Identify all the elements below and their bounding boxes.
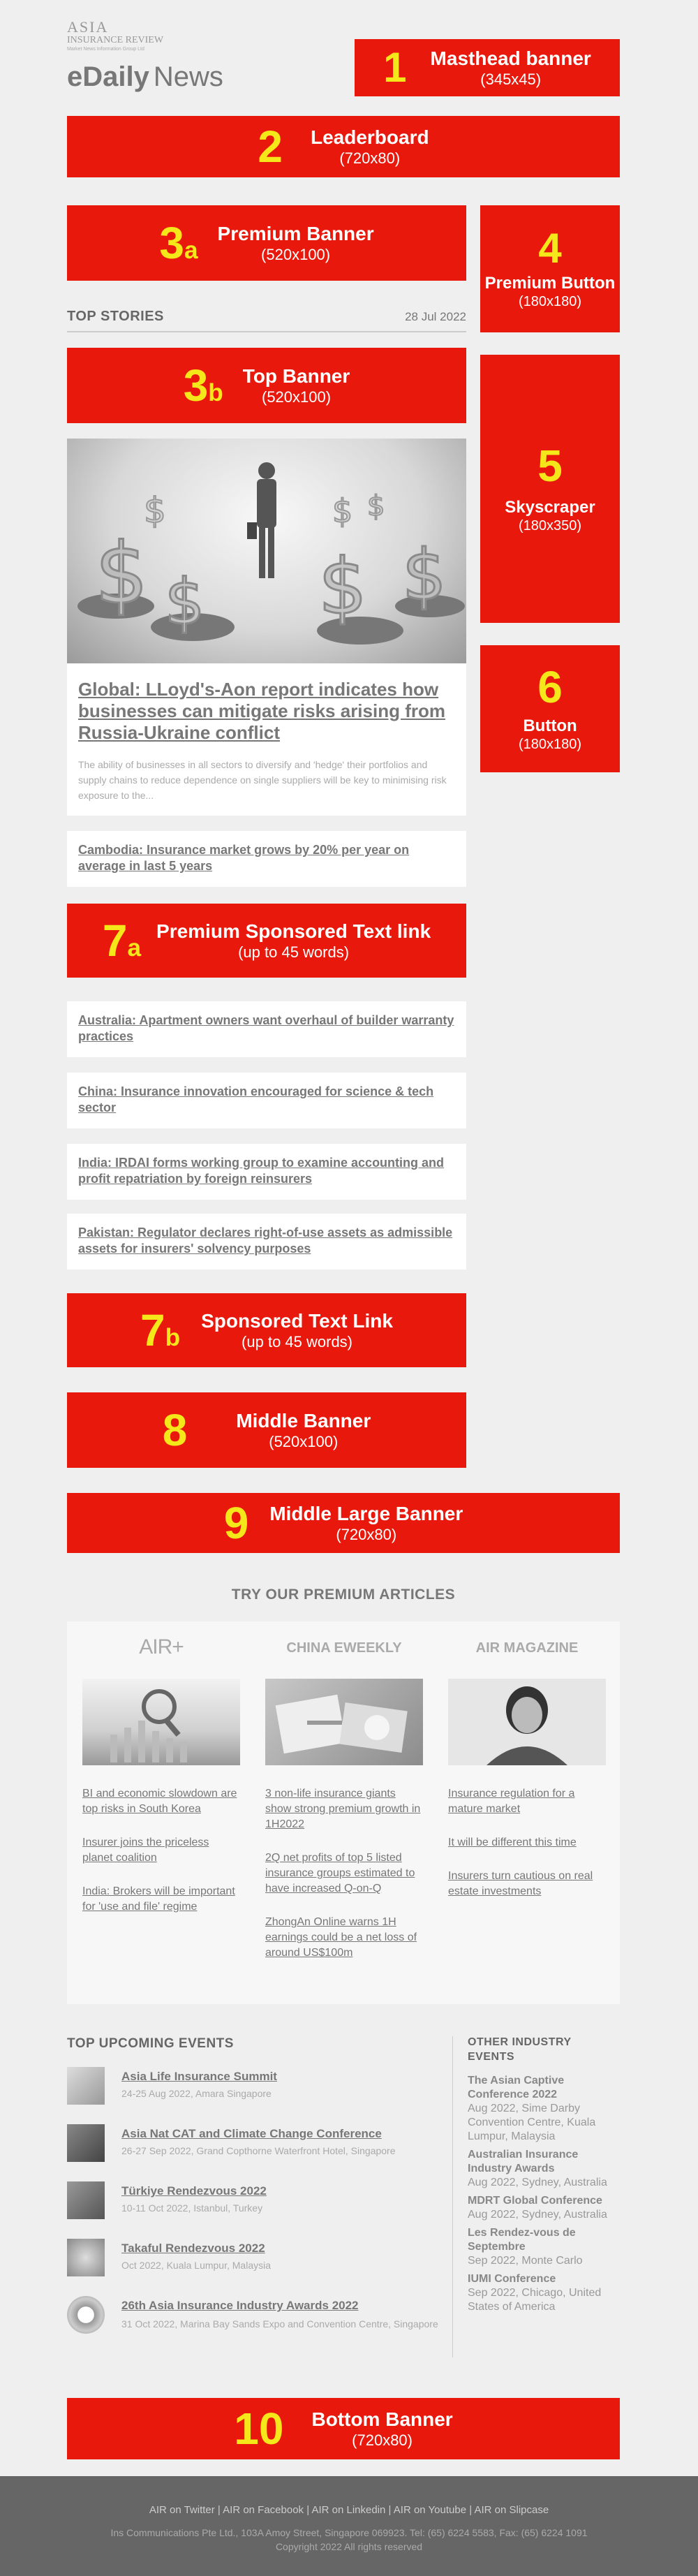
other-event-title[interactable]: Australian Insurance Industry Awards xyxy=(468,2149,579,2174)
twitter-link[interactable]: AIR on Twitter xyxy=(149,2504,215,2516)
leaderboard-ad[interactable] xyxy=(67,116,620,177)
event-title[interactable]: Asia Nat CAT and Climate Change Conference xyxy=(121,2127,382,2140)
ad-size: (up to 45 words) xyxy=(242,1332,353,1350)
middle-large-banner-ad[interactable] xyxy=(67,1493,620,1553)
ad-number-main: 7 xyxy=(102,915,128,966)
premium-article-link[interactable]: Insurance regulation for a mature market xyxy=(448,1788,575,1815)
masthead-banner-ad[interactable] xyxy=(355,39,620,96)
event-item xyxy=(67,2124,444,2181)
premium-articles-heading: TRY OUR PREMIUM ARTICLES xyxy=(231,1587,456,1603)
sponsored-text-ad[interactable] xyxy=(67,1293,466,1367)
event-title[interactable]: Takaful Rendezvous 2022 xyxy=(121,2242,265,2255)
hands-documents-illustration xyxy=(265,1679,423,1765)
ad-number-sub: a xyxy=(127,934,142,962)
ad-title: Premium Banner xyxy=(217,223,374,244)
ad-size: (180x180) xyxy=(518,294,582,310)
event-thumbnail-icon[interactable] xyxy=(67,2067,105,2105)
portrait-illustration xyxy=(448,1679,606,1765)
premium-button-ad[interactable] xyxy=(480,205,620,332)
ad-number: 4 xyxy=(538,224,562,272)
ad-number-sub: b xyxy=(165,1324,181,1351)
ad-size: (345x45) xyxy=(480,70,542,88)
svg-text:$: $ xyxy=(367,490,385,522)
story-card xyxy=(67,1001,466,1057)
logo-line1: ASIA xyxy=(67,18,109,36)
lead-story-image[interactable] xyxy=(67,439,466,663)
ad-title: Button xyxy=(523,716,577,735)
ad-number: 9 xyxy=(223,1498,249,1548)
premium-article-link[interactable]: India: Brokers will be important for 'use and file' regime xyxy=(82,1885,235,1913)
svg-text:$: $ xyxy=(165,566,205,639)
logo-line2: INSURANCE REVIEW xyxy=(67,35,164,45)
ad-number: 6 xyxy=(537,661,563,712)
brand-china-eweekly-logo[interactable]: CHINA EWEEKLY xyxy=(286,1640,402,1656)
ad-title: Bottom Banner xyxy=(311,2408,453,2430)
event-item xyxy=(67,2239,444,2296)
event-meta: Oct 2022, Kuala Lumpur, Malaysia xyxy=(121,2260,272,2271)
svg-text:$: $ xyxy=(318,542,367,631)
button-ad[interactable] xyxy=(480,645,620,772)
ad-title: Top Banner xyxy=(242,365,350,387)
ad-size: (720x80) xyxy=(339,149,401,167)
lead-story-title[interactable]: Global: LLoyd's-Aon report indicates how businesses can mitigate risks arising from Russia-Ukraine conflict xyxy=(78,679,445,743)
premium-article-link[interactable]: Insurers turn cautious on real estate investments xyxy=(448,1870,593,1897)
news-word: News xyxy=(153,61,223,92)
premium-article-link[interactable]: 2Q net profits of top 5 listed insurance groups estimated to have increased Q-on-Q xyxy=(265,1852,415,1894)
story-card xyxy=(67,1214,466,1269)
svg-text:$: $ xyxy=(144,490,166,531)
middle-banner-ad[interactable] xyxy=(67,1392,466,1468)
footer-copyright: Copyright 2022 All rights reserved xyxy=(275,2541,423,2552)
event-meta: 26-27 Sep 2022, Grand Copthorne Waterfront Hotel, Singapore xyxy=(121,2145,396,2156)
ad-title: Sponsored Text Link xyxy=(201,1310,393,1332)
ad-size: (720x80) xyxy=(336,1525,397,1543)
ad-number-main: 7 xyxy=(140,1305,165,1355)
event-thumbnail-icon[interactable] xyxy=(67,2124,105,2162)
ad-number xyxy=(183,360,223,411)
brand-air-magazine-logo[interactable]: AIR MAGAZINE xyxy=(475,1640,579,1656)
other-event-meta: Aug 2022, Sydney, Australia xyxy=(468,2177,607,2188)
event-meta: 31 Oct 2022, Marina Bay Sands Expo and Convention Centre, Singapore xyxy=(121,2318,438,2330)
other-event-title[interactable]: Les Rendez-vous de Septembre xyxy=(468,2227,576,2253)
skyscraper-ad[interactable] xyxy=(480,355,620,623)
magnifier-chart-illustration xyxy=(82,1679,240,1765)
premium-articles-panel xyxy=(67,1621,620,2004)
ad-number: 1 xyxy=(383,44,407,91)
other-event-title[interactable]: IUMI Conference xyxy=(468,2273,556,2285)
ad-title: Premium Button xyxy=(484,273,616,293)
events-list xyxy=(67,2067,444,2360)
event-title[interactable]: Türkiye Rendezvous 2022 xyxy=(121,2184,267,2198)
premium-sponsored-text-ad[interactable] xyxy=(67,904,466,978)
premium-article-link[interactable]: 3 non-life insurance giants show strong premium growth in 1H2022 xyxy=(265,1788,421,1830)
ad-size: (180x350) xyxy=(518,518,582,534)
story-link[interactable]: China: Insurance innovation encouraged for science & tech sector xyxy=(78,1084,434,1114)
ad-number: 2 xyxy=(258,122,283,172)
premium-article-image[interactable] xyxy=(448,1679,606,1765)
event-thumbnail-icon[interactable] xyxy=(67,2239,105,2276)
lead-story-card xyxy=(67,439,466,816)
logo[interactable] xyxy=(67,20,193,57)
ad-number-main: 3 xyxy=(183,360,209,411)
lead-story-summary: The ability of businesses in all sectors to diversify and 'hedge' their portfolios and supply chains to reduce dependence on single suppliers will be key to minimising risk exposure to the... xyxy=(78,759,447,801)
story-card xyxy=(67,1144,466,1200)
slipcase-link[interactable]: AIR on Slipcase xyxy=(474,2504,549,2516)
event-meta: 10-11 Oct 2022, Istanbul, Turkey xyxy=(121,2202,263,2214)
ad-number xyxy=(102,915,142,966)
facebook-link[interactable]: AIR on Facebook xyxy=(223,2504,304,2516)
other-events xyxy=(468,2035,620,2314)
story-link[interactable]: Cambodia: Insurance market grows by 20% per year on average in last 5 years xyxy=(78,843,410,873)
ad-size: (520x100) xyxy=(261,245,331,263)
premium-column-china-eweekly xyxy=(265,1635,423,1961)
other-event-title[interactable]: The Asian Captive Conference 2022 xyxy=(468,2075,565,2100)
ad-title: Middle Banner xyxy=(236,1410,371,1431)
premium-article-link[interactable]: Insurer joins the priceless planet coalition xyxy=(82,1837,209,1864)
story-card xyxy=(67,1073,466,1128)
ad-number-main: 3 xyxy=(159,218,184,268)
premium-article-link[interactable]: It will be different this time xyxy=(448,1837,577,1848)
logo-tagline: Market News Information Group Ltd xyxy=(67,47,144,52)
event-item xyxy=(67,2296,444,2360)
ad-size: (520x100) xyxy=(262,388,332,406)
ad-title: Premium Sponsored Text link xyxy=(156,920,431,942)
svg-text:$: $ xyxy=(95,526,149,623)
other-events-heading: OTHER INDUSTRY EVENTS xyxy=(468,2036,572,2063)
footer-social-links: AIR on Twitter | AIR on Facebook | AIR on Linkedin | AIR on Youtube | AIR on Slipcase xyxy=(149,2504,549,2516)
ad-size: (720x80) xyxy=(352,2431,413,2449)
footer xyxy=(0,2476,698,2576)
top-stories-label: TOP STORIES xyxy=(67,309,164,324)
event-meta: 24-25 Aug 2022, Amara Singapore xyxy=(121,2088,272,2099)
event-title[interactable]: Asia Life Insurance Summit xyxy=(121,2070,277,2083)
ad-number: 10 xyxy=(234,2404,284,2454)
svg-text:$: $ xyxy=(332,492,353,530)
ad-size: (180x180) xyxy=(518,737,582,753)
brand-airplus-logo[interactable]: AIR+ xyxy=(139,1635,184,1658)
ad-number: 8 xyxy=(162,1405,188,1455)
other-events-divider xyxy=(452,2036,453,2357)
premium-article-link[interactable]: ZhongAn Online warns 1H earnings could be a net loss of around US$100m xyxy=(265,1916,417,1959)
other-event-meta: Sep 2022, Chicago, United States of America xyxy=(468,2287,602,2313)
other-event-title[interactable]: MDRT Global Conference xyxy=(468,2195,602,2207)
ad-title: Masthead banner xyxy=(430,47,591,69)
ad-number: 5 xyxy=(537,440,563,491)
svg-text:$: $ xyxy=(402,534,447,616)
top-banner-ad[interactable] xyxy=(67,348,466,423)
event-title[interactable]: 26th Asia Insurance Industry Awards 2022 xyxy=(121,2299,359,2312)
linkedin-link[interactable]: AIR on Linkedin xyxy=(311,2504,386,2516)
ad-size: (520x100) xyxy=(269,1432,339,1450)
upcoming-events-heading: TOP UPCOMING EVENTS xyxy=(67,2036,234,2051)
top-stories-date: 28 Jul 2022 xyxy=(405,310,466,323)
premium-article-image[interactable] xyxy=(265,1679,423,1765)
other-event-meta: Aug 2022, Sydney, Australia xyxy=(468,2209,607,2221)
ad-number xyxy=(140,1305,181,1355)
event-item xyxy=(67,2181,444,2239)
event-thumbnail-icon[interactable] xyxy=(67,2296,105,2334)
story-link[interactable]: Pakistan: Regulator declares right-of-use assets as admissible assets for insurers' solvency purposes xyxy=(78,1226,453,1256)
story-card-cambodia xyxy=(67,831,466,887)
edaily-word: eDaily xyxy=(67,61,149,92)
event-item xyxy=(67,2067,444,2124)
footer-address: Ins Communications Pte Ltd., 103A Amoy Street, Singapore 069923. Tel: (65) 6224 5583, Fax: (65) 6224 1091 xyxy=(110,2527,588,2538)
youtube-link[interactable]: AIR on Youtube xyxy=(393,2504,467,2516)
ad-number-sub: b xyxy=(208,379,223,406)
bottom-banner-ad[interactable] xyxy=(67,2398,620,2459)
ad-number-sub: a xyxy=(184,237,198,264)
top-stories-header xyxy=(67,304,466,332)
ad-title: Skyscraper xyxy=(505,497,595,517)
story-link[interactable]: Australia: Apartment owners want overhaul of builder warranty practices xyxy=(78,1013,454,1043)
premium-article-link[interactable]: BI and economic slowdown are top risks in South Korea xyxy=(82,1788,237,1815)
story-link[interactable]: India: IRDAI forms working group to examine accounting and profit repatriation by foreign reinsurers xyxy=(78,1156,445,1186)
edaily-title xyxy=(67,61,223,92)
ad-number xyxy=(159,218,198,268)
premium-column-airplus xyxy=(82,1635,240,1915)
other-event-meta: Sep 2022, Monte Carlo xyxy=(468,2255,583,2267)
other-event-meta: Aug 2022, Sime Darby Convention Centre, Kuala Lumpur, Malaysia xyxy=(468,2103,596,2142)
businessman-dollar-traps-illustration xyxy=(67,439,466,663)
ad-title: Leaderboard xyxy=(310,126,429,148)
event-thumbnail-icon[interactable] xyxy=(67,2181,105,2219)
ad-title: Middle Large Banner xyxy=(269,1503,463,1524)
premium-column-air-magazine xyxy=(448,1635,606,1899)
ad-size: (up to 45 words) xyxy=(238,943,350,961)
premium-article-image[interactable] xyxy=(82,1679,240,1765)
premium-banner-ad[interactable] xyxy=(67,205,466,281)
